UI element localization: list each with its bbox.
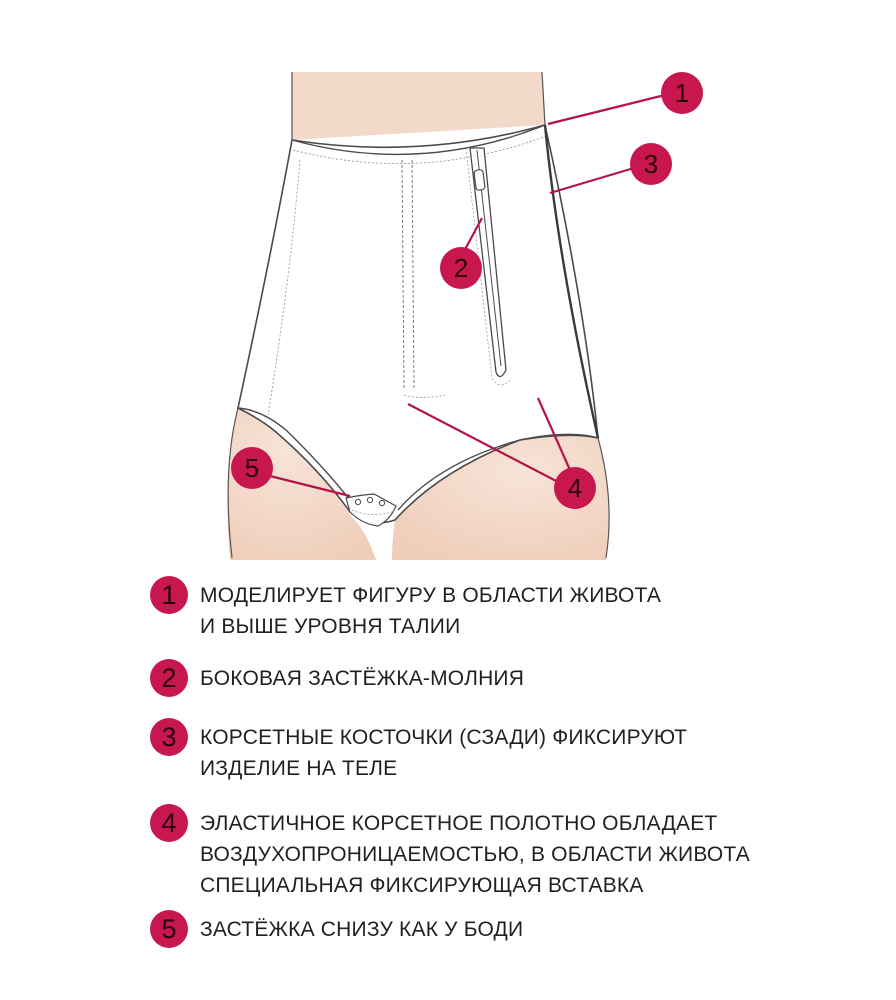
legend-item-1 xyxy=(150,580,661,642)
legend-number-badge: 1 xyxy=(150,576,188,614)
legend-text: БОКОВАЯ ЗАСТЁЖКА-МОЛНИЯ xyxy=(200,667,525,690)
legend-text: ЗАСТЁЖКА СНИЗУ КАК У БОДИ xyxy=(200,918,524,941)
svg-text:2: 2 xyxy=(453,253,469,283)
legend-item-5 xyxy=(150,914,523,948)
legend-number-badge: 5 xyxy=(150,910,188,948)
svg-text:3: 3 xyxy=(643,149,659,179)
legend-number-badge: 4 xyxy=(150,804,188,842)
svg-text:1: 1 xyxy=(674,78,690,108)
legend-number-badge: 3 xyxy=(150,718,188,756)
legend-item-4 xyxy=(150,808,750,901)
svg-text:5: 5 xyxy=(244,453,260,483)
legend-text: МОДЕЛИРУЕТ ФИГУРУ В ОБЛАСТИ ЖИВОТА И ВЫШЕ УРОВНЯ ТАЛИИ xyxy=(200,584,662,638)
legend-item-3 xyxy=(150,722,687,784)
legend-text: ЭЛАСТИЧНОЕ КОРСЕТНОЕ ПОЛОТНО ОБЛАДАЕТ ВОЗДУХОПРОНИЦАЕМОСТЬЮ, В ОБЛАСТИ ЖИВОТА СПЕЦИАЛЬНАЯ ФИКСИРУЮЩАЯ ВСТАВКА xyxy=(200,812,750,897)
svg-text:4: 4 xyxy=(567,473,583,503)
legend-item-2 xyxy=(150,663,524,697)
legend-number-badge: 2 xyxy=(150,659,188,697)
legend-text: КОРСЕТНЫЕ КОСТОЧКИ (СЗАДИ) ФИКСИРУЮТ ИЗДЕЛИЕ НА ТЕЛЕ xyxy=(200,726,688,780)
